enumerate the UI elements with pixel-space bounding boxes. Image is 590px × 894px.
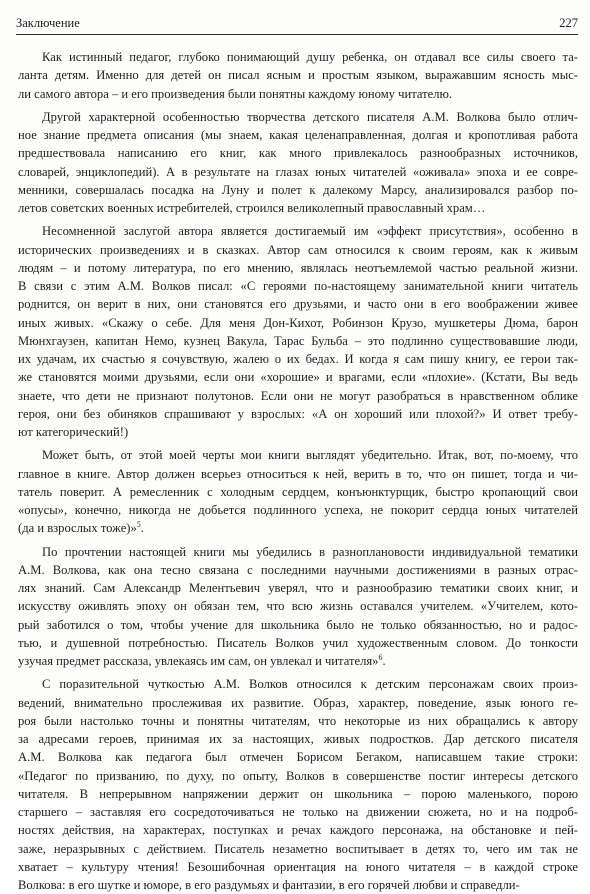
text-line: (да и взрослых тоже)»$^5$. bbox=[18, 520, 144, 536]
text-line: ведений, внимательно прослеживая их развитие. Образ, характер, поведение, язык юного ге- bbox=[18, 695, 578, 710]
running-head bbox=[16, 14, 578, 35]
text-line: Может быть, от этой моей черты мои книги выглядят убедительно. Итак, вот, по-моему, что bbox=[42, 448, 578, 463]
text-line: «опусы», конечно, никогда не добьется подлинного успеха, не покорит сердца юных читателей bbox=[18, 503, 578, 517]
paragraph bbox=[18, 108, 578, 218]
text-line: тью, и душевной потребностью. Писатель Волков учил художественным словом. До тонкости bbox=[18, 635, 578, 650]
text-line: «Педагог по призванию, по духу, по опыту, Волков в совершенстве постиг интересы детского bbox=[18, 768, 578, 783]
paragraph bbox=[18, 222, 578, 441]
text-line: главное в книге. Автор должен всерьез относиться к ней, верить в то, что он пишет, тогда и чи- bbox=[18, 466, 578, 481]
text-line: искусству оживлять эпоху он обязан тем, что всю жизнь оставался учителем. «Учителем, кото- bbox=[18, 599, 578, 614]
text-line: ланта детям. Именно для детей он писал ясным и простым языком, выражавшим ясность мыс- bbox=[18, 68, 578, 83]
text-line: ли самого автора – и его произведения были понятны каждому юному читателю. bbox=[18, 86, 453, 101]
text-line: за адресами героев, принимая их за настоящих, живых подростков. Дар детского писателя bbox=[18, 732, 578, 746]
text-line: узучая предмет рассказа, увлекаясь им сам, он увлекал и читателя»$^6$. bbox=[18, 652, 386, 668]
text-line: старшего – заставляя его сосредоточиваться не только на движении сюжета, но и на подроб- bbox=[18, 805, 578, 819]
text-line: Другой характерной особенностью творчества детского писателя А.М. Волкова было отлич- bbox=[42, 109, 578, 124]
text-line: татель поверит. А ремесленник с холодным сердцем, конъюнктурщик, быстро кропающий свои bbox=[18, 484, 578, 499]
text-line: Волкова: в его шутке и юморе, в его раздумьях и фантазии, в его горячей любви и справедли- bbox=[18, 878, 520, 892]
text-line: предшествовала написанию его книг, как много привлекалось разнообразных источников, bbox=[18, 146, 578, 161]
text-line: их удачам, их счастью я сочувствую, жалею о их бедах. И когда я сам пишу книгу, ее герои так- bbox=[18, 352, 578, 366]
text-line: летов советских военных истребителей, строился великолепный православный храм… bbox=[18, 201, 486, 215]
text-line: С поразительной чуткостью А.М. Волков относился к детским персонажам своих произ- bbox=[42, 677, 578, 692]
text-line: исторических произведениях и в сказках. Автор сам относился к своим героям, как к живым bbox=[18, 242, 578, 257]
footnote-ref[interactable]: 5 bbox=[136, 520, 141, 530]
text-line: читателя. В непрерывном напряжении держит он школьника – порою маленького, порою bbox=[18, 786, 578, 801]
text-line: ют категорический!) bbox=[18, 425, 129, 439]
text-line: героя, они без обиняков спрашивают у взрослых: «А он хороший или плохой?» И ответ требу- bbox=[18, 406, 578, 421]
paragraph bbox=[18, 48, 578, 103]
text-line: людям – и потому литература, по его мнению, являлась неотъемлемой частью реальной жизни. bbox=[18, 260, 578, 275]
paragraph bbox=[18, 543, 578, 671]
text-line: По прочтении настоящей книги мы убедились в разноплановости индивидуальной тематики bbox=[42, 544, 578, 559]
text-line: знаете, что дети не признают полутонов. Если они не могут разобраться в нравственном облике bbox=[18, 388, 578, 403]
text-line: А.М. Волкова, как она тесно связана с последними научными достижениями в разных отрас- bbox=[18, 562, 578, 577]
text-line: словарей, энциклопедий). А в результате на глазах юных читателей «оживала» эпоха и ее совре- bbox=[18, 164, 578, 179]
text-line: рый заботился о том, чтобы учение для школьника было не только обязанностью, но и радос- bbox=[18, 617, 578, 632]
text-line: иных живых. «Скажу о себе. Для меня Дон-Кихот, Робинзон Крузо, мушкетеры Дюма, барон bbox=[18, 315, 578, 330]
text-line: менники, совершалась посадка на Луну и полет к далекому Марсу, анализировался разбор по- bbox=[18, 182, 578, 197]
text-line: роднится, он верит в них, они становятся его друзьями, и часто они в его воображении живее bbox=[18, 297, 578, 312]
footnote-ref[interactable]: 6 bbox=[378, 652, 383, 662]
paragraph bbox=[18, 446, 578, 537]
text-line: Несомненной заслугой автора является достигаемый им «эффект присутствия», особенно в bbox=[42, 224, 578, 239]
text-line: заже, неразрывных с действием. Писатель незаметно воспитывает в детях то, чего им так не bbox=[18, 841, 578, 856]
text-line: В связи с этим А.М. Волков писал: «С героями по-настоящему занимательной книги читатель bbox=[18, 279, 578, 293]
text-line: ностях действия, на характерах, поступках и речах каждого персонажа, на обстановке и пей- bbox=[18, 823, 578, 838]
text-line: хватает – культуру чтения! Безошибочная ориентация на юного читателя – в каждой строке bbox=[18, 859, 578, 874]
text-line: же становятся моими друзьями, если они «хорошие» и врагами, если «плохие». (Кстати, Вы ведь bbox=[18, 370, 578, 385]
body-text bbox=[18, 48, 578, 894]
text-line: роя были настолько точны и понятны читателям, что некоторые из них обращались к автору bbox=[18, 713, 578, 728]
text-line: Мюнхгаузен, капитан Немо, кузнец Вакула, Тарас Бульба – это подлинно существовавшие люди, bbox=[18, 333, 578, 348]
chapter-title: Заключение bbox=[16, 16, 80, 30]
text-line: А.М. Волкова как педагога был отмечен Борисом Бегаком, написавшем такие строки: bbox=[18, 750, 578, 765]
text-line: Как истинный педагог, глубоко понимающий душу ребенка, он отдавал все силы своего та- bbox=[42, 50, 578, 64]
text-line: лях знаний. Сам Александр Мелентьевич уверял, что и разнообразию тематики своих книг, и bbox=[18, 581, 578, 595]
text-line: ное знание предмета описания (мы знаем, какая целенаправленная, долгая и кропотливая работа bbox=[18, 128, 578, 142]
paragraph bbox=[18, 675, 578, 894]
page-number: 227 bbox=[559, 16, 578, 30]
